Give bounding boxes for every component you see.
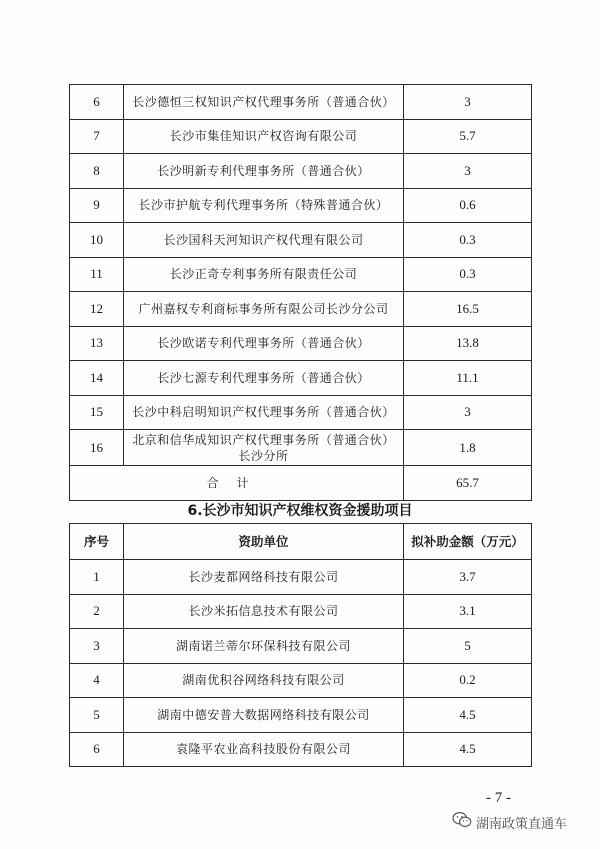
row-name: 袁隆平农业高科技股份有限公司: [124, 732, 404, 767]
table-row: [70, 85, 532, 120]
row-amount: 13.8: [404, 326, 532, 361]
header-amount: 拟补助金额（万元）: [404, 524, 532, 560]
table-row: [70, 560, 532, 595]
rights-protection-table: [69, 523, 532, 767]
table-row: [70, 154, 532, 189]
row-name: 长沙欧诺专利代理事务所（普通合伙）: [124, 326, 404, 361]
total-label: 合计: [70, 466, 404, 501]
table-row: [70, 663, 532, 698]
row-index: 3: [70, 629, 124, 664]
row-name: 湖南优积谷网络科技有限公司: [124, 663, 404, 698]
total-amount: 65.7: [404, 466, 532, 501]
wechat-watermark: [452, 812, 567, 832]
header-index: 序号: [70, 524, 124, 560]
row-index: 7: [70, 119, 124, 154]
row-amount: 11.1: [404, 361, 532, 396]
table-header-row: [70, 524, 532, 560]
row-amount: 0.2: [404, 663, 532, 698]
row-index: 15: [70, 395, 124, 430]
row-name: 北京和信华成知识产权代理事务所（普通合伙）长沙分所: [124, 430, 404, 466]
row-index: 14: [70, 361, 124, 396]
row-amount: 16.5: [404, 292, 532, 327]
wechat-icon: [452, 811, 472, 833]
row-name: 长沙市集佳知识产权咨询有限公司: [124, 119, 404, 154]
row-amount: 0.3: [404, 257, 532, 292]
row-index: 11: [70, 257, 124, 292]
section-title: 6.长沙市知识产权维权资金援助项目: [187, 503, 413, 519]
row-amount: 3: [404, 154, 532, 189]
row-amount: 5.7: [404, 119, 532, 154]
row-index: 13: [70, 326, 124, 361]
row-name: 湖南诺兰蒂尔环保科技有限公司: [124, 629, 404, 664]
row-index: 8: [70, 154, 124, 189]
row-amount: 5: [404, 629, 532, 664]
row-index: 1: [70, 560, 124, 595]
row-amount: 3.7: [404, 560, 532, 595]
row-amount: 3.1: [404, 594, 532, 629]
table-row: [70, 430, 532, 466]
watermark-text: 湖南政策直通车: [476, 816, 568, 832]
row-name: 广州嘉权专利商标事务所有限公司长沙分公司: [124, 292, 404, 327]
table-row: [70, 223, 532, 258]
row-name: 长沙正奇专利事务所有限责任公司: [124, 257, 404, 292]
agency-funding-table: [69, 84, 532, 501]
row-index: 5: [70, 698, 124, 733]
table-row: [70, 292, 532, 327]
row-index: 10: [70, 223, 124, 258]
row-amount: 3: [404, 395, 532, 430]
row-name: 长沙德恒三权知识产权代理事务所（普通合伙）: [124, 85, 404, 120]
row-index: 12: [70, 292, 124, 327]
row-index: 16: [70, 430, 124, 466]
row-name: 湖南中德安普大数据网络科技有限公司: [124, 698, 404, 733]
row-index: 2: [70, 594, 124, 629]
row-name: 长沙七源专利代理事务所（普通合伙）: [124, 361, 404, 396]
row-name: 长沙米拓信息技术有限公司: [124, 594, 404, 629]
table-row: [70, 361, 532, 396]
row-index: 4: [70, 663, 124, 698]
table-row: [70, 629, 532, 664]
total-row: [70, 466, 532, 501]
row-name: 长沙明新专利代理事务所（普通合伙）: [124, 154, 404, 189]
row-amount: 0.6: [404, 188, 532, 223]
table-row: [70, 732, 532, 767]
row-amount: 4.5: [404, 698, 532, 733]
page-number: - 7 -: [486, 790, 511, 806]
row-index: 6: [70, 85, 124, 120]
row-index: 9: [70, 188, 124, 223]
row-amount: 1.8: [404, 430, 532, 466]
table-row: [70, 326, 532, 361]
row-index: 6: [70, 732, 124, 767]
table-row: [70, 594, 532, 629]
row-name: 长沙麦都网络科技有限公司: [124, 560, 404, 595]
table-row: [70, 395, 532, 430]
row-name: 长沙国科天河知识产权代理有限公司: [124, 223, 404, 258]
table-row: [70, 119, 532, 154]
table-row: [70, 257, 532, 292]
header-name: 资助单位: [124, 524, 404, 560]
row-amount: 0.3: [404, 223, 532, 258]
row-amount: 4.5: [404, 732, 532, 767]
row-amount: 3: [404, 85, 532, 120]
table-row: [70, 188, 532, 223]
row-name: 长沙中科启明知识产权代理事务所（普通合伙）: [124, 395, 404, 430]
table-row: [70, 698, 532, 733]
row-name: 长沙市护航专利代理事务所（特殊普通合伙）: [124, 188, 404, 223]
